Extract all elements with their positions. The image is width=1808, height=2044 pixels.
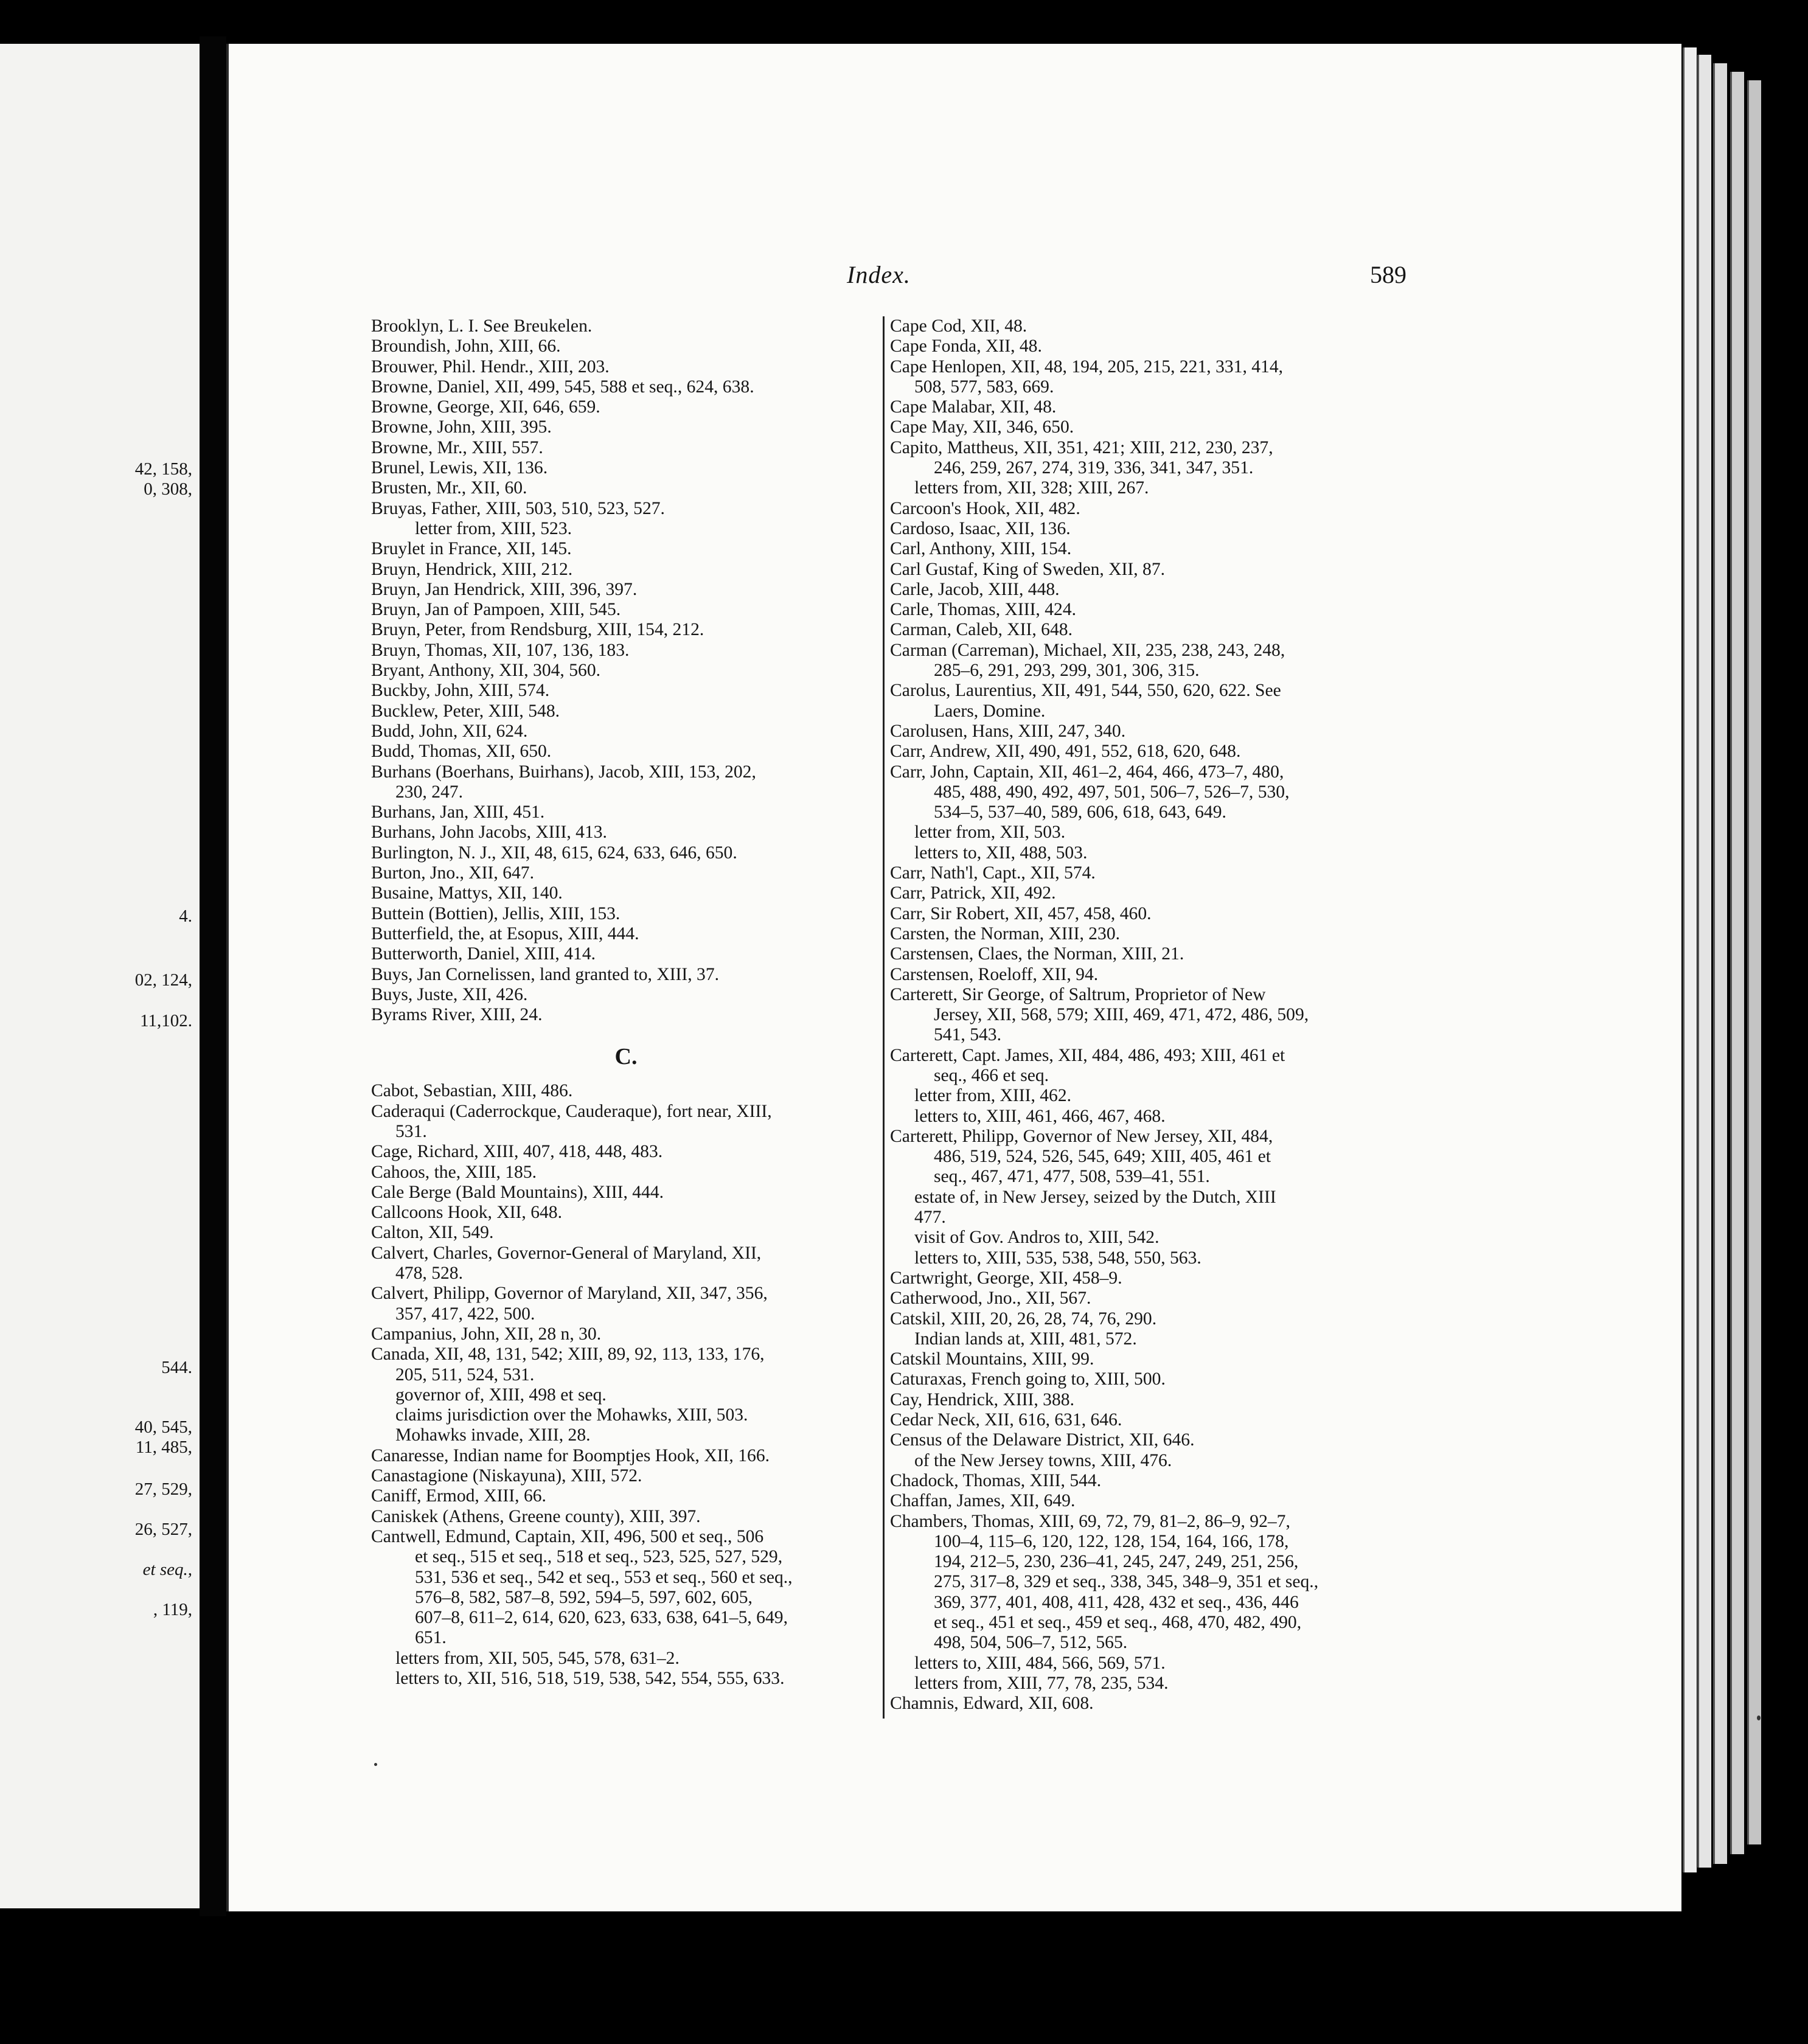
index-entry-continuation: 246, 259, 267, 274, 319, 336, 341, 347, 351. (934, 458, 1254, 478)
facing-page-fragment: 11, 485, (135, 1437, 192, 1457)
index-entry: Burhans, Jan, XIII, 451. (371, 802, 545, 822)
index-entry: Burton, Jno., XII, 647. (371, 863, 534, 883)
index-entry: Bryant, Anthony, XII, 304, 560. (371, 661, 601, 681)
index-entry: Chambers, Thomas, XIII, 69, 72, 79, 81–2, 86–9, 92–7, (890, 1511, 1290, 1531)
index-entry-continuation: 485, 488, 490, 492, 497, 501, 506–7, 526–7, 530, (934, 782, 1290, 802)
index-entry: Cedar Neck, XII, 616, 631, 646. (890, 1410, 1122, 1430)
index-entry: Carl Gustaf, King of Sweden, XII, 87. (890, 559, 1166, 579)
index-entry: Cay, Hendrick, XIII, 388. (890, 1389, 1074, 1410)
facing-page-fragment: 26, 527, (134, 1520, 192, 1539)
index-entry: Calton, XII, 549. (371, 1223, 494, 1243)
index-entry-continuation: 486, 519, 524, 526, 545, 649; XIII, 405, 461 et (934, 1147, 1271, 1167)
index-entry: Carr, Sir Robert, XII, 457, 458, 460. (890, 903, 1152, 923)
index-column-left (371, 316, 881, 1689)
index-entry-continuation: 194, 212–5, 230, 236–41, 245, 247, 249, 251, 256, (934, 1552, 1299, 1572)
index-entry: Brooklyn, L. I. See Breukelen. (371, 316, 593, 336)
index-entry-continuation: 230, 247. (395, 782, 463, 802)
index-entry: Burlington, N. J., XII, 48, 615, 624, 633, 646, 650. (371, 843, 737, 863)
index-entry: Brusten, Mr., XII, 60. (371, 478, 527, 498)
index-entry-continuation: Laers, Domine. (934, 701, 1046, 721)
ink-speck (1757, 1715, 1761, 1720)
index-entry-continuation: 357, 417, 422, 500. (395, 1304, 535, 1324)
index-entry: Bruyn, Jan Hendrick, XIII, 396, 397. (371, 579, 638, 599)
index-entry: Callcoons Hook, XII, 648. (371, 1203, 562, 1223)
index-entry-continuation: estate of, in New Jersey, seized by the Dutch, XIII (914, 1187, 1276, 1207)
facing-page-fragment: et seq., (142, 1560, 192, 1579)
index-entry-continuation: 534–5, 537–40, 589, 606, 618, 643, 649. (934, 802, 1226, 822)
index-entry: Carterett, Capt. James, XII, 484, 486, 493; XIII, 461 et (890, 1045, 1285, 1065)
index-entry: Cartwright, George, XII, 458–9. (890, 1268, 1122, 1288)
index-entry: Buckby, John, XIII, 574. (371, 681, 550, 701)
index-entry-continuation: et seq., 515 et seq., 518 et seq., 523, 525, 527, 529, (415, 1547, 783, 1567)
index-entry: Carle, Jacob, XIII, 448. (890, 579, 1060, 599)
index-entry-continuation: seq., 467, 471, 477, 508, 539–41, 551. (934, 1167, 1210, 1187)
index-entry-continuation: et seq., 451 et seq., 459 et seq., 468, 470, 482, 490, (934, 1613, 1302, 1632)
index-entry: Buttein (Bottien), Jellis, XIII, 153. (371, 903, 621, 923)
index-entry: Cardoso, Isaac, XII, 136. (890, 518, 1071, 538)
page-edge (1697, 55, 1711, 1868)
index-entry-continuation: Mohawks invade, XIII, 28. (395, 1425, 591, 1445)
index-entry-continuation: letters to, XII, 516, 518, 519, 538, 542, 554, 555, 633. (395, 1669, 785, 1688)
facing-page-fragment: 0, 308, (144, 479, 192, 499)
index-entry-continuation: Indian lands at, XIII, 481, 572. (914, 1329, 1137, 1349)
index-entry: Carterett, Philipp, Governor of New Jersey, XII, 484, (890, 1126, 1273, 1146)
index-entry: Cahoos, the, XIII, 185. (371, 1162, 537, 1182)
index-entry-continuation: letter from, XIII, 523. (415, 518, 572, 538)
index-entry: Catskil, XIII, 20, 26, 28, 74, 76, 290. (890, 1309, 1157, 1329)
facing-page-fragment: 544. (161, 1358, 192, 1377)
index-entry-continuation: claims jurisdiction over the Mohawks, XIII, 503. (395, 1405, 748, 1425)
index-entry-continuation: seq., 466 et seq. (934, 1065, 1049, 1085)
index-entry: Brunel, Lewis, XII, 136. (371, 458, 548, 478)
index-entry-continuation: letters from, XIII, 77, 78, 235, 534. (914, 1673, 1169, 1693)
index-entry: Brouwer, Phil. Hendr., XIII, 203. (371, 356, 610, 377)
index-entry: Carolusen, Hans, XIII, 247, 340. (890, 721, 1126, 741)
index-entry: Burhans (Boerhans, Buirhans), Jacob, XIII, 153, 202, (371, 762, 756, 782)
index-entry-continuation: letter from, XII, 503. (914, 822, 1066, 843)
facing-page-fragment: 42, 158, (134, 459, 192, 479)
running-head (847, 260, 1406, 291)
index-entry: Buys, Juste, XII, 426. (371, 984, 528, 1004)
index-entry-continuation: 531, 536 et seq., 542 et seq., 553 et seq., 560 et seq., (415, 1567, 793, 1587)
index-entry: Caniff, Ermod, XIII, 66. (371, 1486, 546, 1506)
index-entry: Carl, Anthony, XIII, 154. (890, 539, 1072, 559)
index-entry: Bruyn, Hendrick, XIII, 212. (371, 559, 573, 579)
index-entry: Chamnis, Edward, XII, 608. (890, 1694, 1094, 1714)
index-entry: Broundish, John, XIII, 66. (371, 336, 561, 356)
page-edge (1683, 47, 1697, 1872)
index-entry: Browne, Mr., XIII, 557. (371, 437, 543, 457)
index-entry: Catskil Mountains, XIII, 99. (890, 1349, 1094, 1369)
index-entry-continuation: 508, 577, 583, 669. (914, 377, 1054, 397)
facing-page-fragment: 11,102. (140, 1011, 192, 1031)
index-entry: Browne, John, XIII, 395. (371, 417, 552, 437)
section-letter-heading: C. (614, 1044, 638, 1070)
index-entry: Caniskek (Athens, Greene county), XIII, 397. (371, 1506, 701, 1526)
index-entry: Cage, Richard, XIII, 407, 418, 448, 483. (371, 1142, 663, 1162)
index-entry: Cape May, XII, 346, 650. (890, 417, 1074, 437)
index-entry: Carterett, Sir George, of Saltrum, Proprietor of New (890, 984, 1266, 1004)
index-entry: Carman, Caleb, XII, 648. (890, 620, 1073, 640)
index-entry: Caderaqui (Caderrockque, Cauderaque), fort near, XIII, (371, 1101, 772, 1121)
index-entry: Browne, George, XII, 646, 659. (371, 397, 600, 417)
index-entry: Calvert, Philipp, Governor of Maryland, XII, 347, 356, (371, 1284, 768, 1304)
index-entry: Carr, Patrick, XII, 492. (890, 883, 1056, 903)
index-entry: Carstensen, Claes, the Norman, XIII, 21. (890, 944, 1184, 964)
facing-page-fragment: 02, 124, (134, 970, 192, 990)
index-entry: Cape Cod, XII, 48. (890, 316, 1027, 336)
index-entry: Cabot, Sebastian, XIII, 486. (371, 1081, 573, 1101)
index-entry: Chadock, Thomas, XIII, 544. (890, 1470, 1102, 1490)
index-entry: Butterworth, Daniel, XIII, 414. (371, 944, 596, 964)
index-entry-continuation: letter from, XIII, 462. (914, 1086, 1072, 1106)
index-entry: Cape Fonda, XII, 48. (890, 336, 1042, 356)
index-entry: Bruyn, Peter, from Rendsburg, XIII, 154, 212. (371, 620, 704, 640)
index-entry: Butterfield, the, at Esopus, XIII, 444. (371, 923, 639, 944)
index-entry-continuation: 531. (395, 1121, 427, 1141)
index-entry-continuation: 576–8, 582, 587–8, 592, 594–5, 597, 602, 605, (415, 1587, 753, 1607)
index-entry: Carstensen, Roeloff, XII, 94. (890, 964, 1099, 984)
page-title: Index. (847, 261, 911, 288)
page-edge (1730, 72, 1744, 1854)
index-entry: Budd, Thomas, XII, 650. (371, 742, 552, 762)
index-entry: Bruyas, Father, XIII, 503, 510, 523, 527. (371, 498, 665, 518)
index-entry-continuation: Jersey, XII, 568, 579; XIII, 469, 471, 472, 486, 509, (934, 1005, 1309, 1025)
index-entry: Chaffan, James, XII, 649. (890, 1491, 1076, 1511)
index-entry-continuation: letters to, XII, 488, 503. (914, 843, 1088, 863)
index-entry: Budd, John, XII, 624. (371, 721, 528, 741)
index-entry: Census of the Delaware District, XII, 646. (890, 1430, 1195, 1450)
page-edge (1713, 63, 1727, 1864)
index-entry: Canastagione (Niskayuna), XIII, 572. (371, 1466, 642, 1486)
index-entry-continuation: governor of, XIII, 498 et seq. (395, 1385, 607, 1405)
index-entry: Carr, Andrew, XII, 490, 491, 552, 618, 620, 648. (890, 742, 1241, 762)
index-entry-continuation: 369, 377, 401, 408, 411, 428, 432 et seq., 436, 446 (934, 1592, 1299, 1612)
facing-page-fragment: 4. (179, 906, 192, 926)
index-column-right (890, 316, 1397, 1714)
index-entry-continuation: letters to, XIII, 535, 538, 548, 550, 563. (914, 1248, 1201, 1268)
index-entry: Carman (Carreman), Michael, XII, 235, 238, 243, 248, (890, 640, 1285, 660)
index-entry-continuation: letters to, XIII, 484, 566, 569, 571. (914, 1653, 1166, 1673)
index-entry: Carle, Thomas, XIII, 424. (890, 600, 1077, 620)
index-entry: Capito, Mattheus, XII, 351, 421; XIII, 212, 230, 237, (890, 437, 1273, 457)
index-entry-continuation: 607–8, 611–2, 614, 620, 623, 633, 638, 641–5, 649, (415, 1608, 788, 1628)
index-entry-continuation: 100–4, 115–6, 120, 122, 128, 154, 164, 166, 178, (934, 1531, 1289, 1551)
index-entry: Carolus, Laurentius, XII, 491, 544, 550, 620, 622. See (890, 681, 1281, 701)
index-entry-continuation: letters from, XII, 328; XIII, 267. (914, 478, 1149, 498)
index-entry: Bruylet in France, XII, 145. (371, 539, 572, 559)
index-entry: Canada, XII, 48, 131, 542; XIII, 89, 92, 113, 133, 176, (371, 1344, 765, 1364)
index-entry: Canaresse, Indian name for Boomptjes Hook, XII, 166. (371, 1445, 770, 1465)
index-entry: Browne, Daniel, XII, 499, 545, 588 et seq., 624, 638. (371, 377, 754, 397)
index-entry: Bruyn, Jan of Pampoen, XIII, 545. (371, 600, 621, 620)
index-entry-continuation: letters to, XIII, 461, 466, 467, 468. (914, 1106, 1166, 1126)
page-edge (1747, 80, 1761, 1844)
index-entry: Burhans, John Jacobs, XIII, 413. (371, 822, 607, 843)
index-entry: Carr, John, Captain, XII, 461–2, 464, 466, 473–7, 480, (890, 762, 1284, 782)
ink-speck (374, 1763, 377, 1766)
index-entry: Campanius, John, XII, 28 n, 30. (371, 1324, 602, 1344)
index-entry: Calvert, Charles, Governor-General of Maryland, XII, (371, 1243, 762, 1263)
column-divider (883, 316, 885, 1719)
facing-page (0, 44, 200, 1908)
index-entry-continuation: 477. (914, 1208, 946, 1228)
index-entry-continuation: 478, 528. (395, 1264, 463, 1284)
index-entry: Busaine, Mattys, XII, 140. (371, 883, 563, 903)
facing-page-fragment: 27, 529, (134, 1479, 192, 1499)
book-spine (200, 36, 226, 1916)
index-entry: Bruyn, Thomas, XII, 107, 136, 183. (371, 640, 630, 660)
index-entry: Caturaxas, French going to, XIII, 500. (890, 1369, 1166, 1389)
index-entry-continuation: visit of Gov. Andros to, XIII, 542. (914, 1228, 1160, 1248)
index-entry-continuation: of the New Jersey towns, XIII, 476. (914, 1450, 1172, 1470)
page-number: 589 (1370, 261, 1406, 288)
index-entry: Cape Malabar, XII, 48. (890, 397, 1057, 417)
facing-page-fragment: , 119, (153, 1600, 192, 1619)
index-entry-continuation: 275, 317–8, 329 et seq., 338, 345, 348–9, 351 et seq., (934, 1572, 1319, 1592)
index-entry-continuation: 651. (415, 1628, 447, 1648)
index-entry: Cale Berge (Bald Mountains), XIII, 444. (371, 1182, 664, 1202)
facing-page-fragment: 40, 545, (134, 1417, 192, 1437)
index-entry: Catherwood, Jno., XII, 567. (890, 1288, 1091, 1309)
index-entry: Bucklew, Peter, XIII, 548. (371, 701, 560, 721)
index-entry: Carr, Nath'l, Capt., XII, 574. (890, 863, 1096, 883)
index-entry-continuation: letters from, XII, 505, 545, 578, 631–2. (395, 1648, 680, 1668)
index-entry-continuation: 205, 511, 524, 531. (395, 1364, 535, 1385)
index-entry-continuation: 285–6, 291, 293, 299, 301, 306, 315. (934, 661, 1200, 681)
index-entry: Cape Henlopen, XII, 48, 194, 205, 215, 221, 331, 414, (890, 356, 1284, 377)
index-entry: Byrams River, XIII, 24. (371, 1005, 543, 1025)
index-entry: Buys, Jan Cornelissen, land granted to, XIII, 37. (371, 964, 720, 984)
index-entry-continuation: 498, 504, 506–7, 512, 565. (934, 1633, 1128, 1653)
index-entry-continuation: 541, 543. (934, 1025, 1001, 1045)
index-entry: Carsten, the Norman, XIII, 230. (890, 923, 1121, 944)
index-entry: Cantwell, Edmund, Captain, XII, 496, 500 et seq., 506 (371, 1526, 764, 1546)
index-entry: Carcoon's Hook, XII, 482. (890, 498, 1080, 518)
